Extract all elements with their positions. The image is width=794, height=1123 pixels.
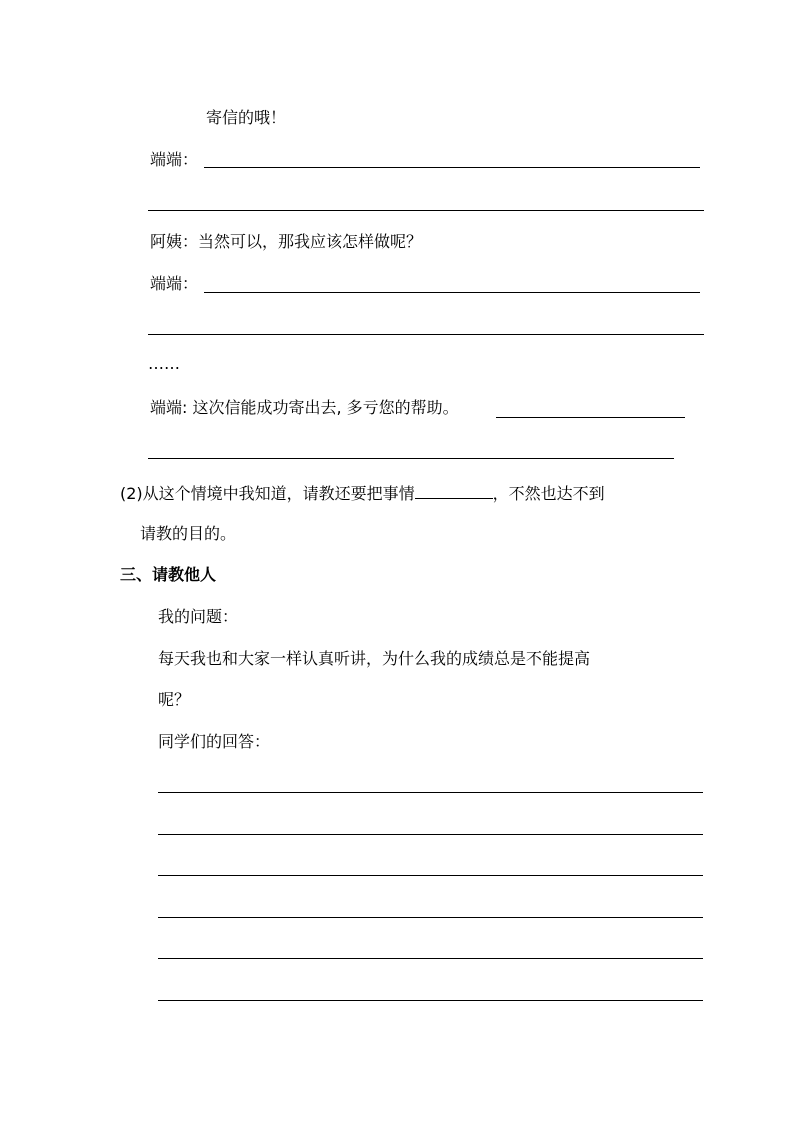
question-2-text: (2)从这个情境中我知道，请教还要把事情: [120, 484, 415, 503]
answer-blank-line[interactable]: [158, 834, 703, 835]
answer-blank-line[interactable]: [148, 334, 704, 335]
question-text-line-2: 呢？: [158, 690, 191, 709]
answer-blank-line[interactable]: [204, 292, 700, 293]
duanduan-final-line: 端端: 这次信能成功寄出去, 多亏您的帮助。: [150, 398, 459, 417]
answer-blank-line[interactable]: [158, 875, 703, 876]
answer-blank-line[interactable]: [496, 417, 685, 418]
answer-blank-line[interactable]: [158, 917, 703, 918]
duanduan-label: 端端：: [150, 150, 199, 169]
answer-blank-line[interactable]: [148, 458, 674, 459]
question-2-line-1: [120, 482, 605, 504]
my-question-label: 我的问题：: [158, 607, 239, 626]
dialogue-continuation: 寄信的哦！: [206, 108, 287, 127]
section-3-heading: 三、请教他人: [120, 565, 217, 584]
duanduan-label: 端端：: [150, 274, 199, 293]
answer-blank-line[interactable]: [204, 167, 700, 168]
answer-label: 同学们的回答：: [158, 732, 271, 751]
question-2-text-end: ，不然也达不到: [492, 484, 605, 503]
fill-blank[interactable]: [415, 482, 493, 499]
question-text-line-1: 每天我也和大家一样认真听讲，为什么我的成绩总是不能提高: [158, 649, 591, 668]
ayi-line: 阿姨：当然可以，那我应该怎样做呢？: [150, 232, 423, 251]
answer-blank-line[interactable]: [148, 210, 704, 211]
ellipsis: ……: [148, 354, 180, 373]
answer-blank-line[interactable]: [158, 792, 703, 793]
answer-blank-line[interactable]: [158, 1000, 703, 1001]
answer-blank-line[interactable]: [158, 958, 703, 959]
question-2-line-2: 请教的目的。: [140, 524, 237, 543]
